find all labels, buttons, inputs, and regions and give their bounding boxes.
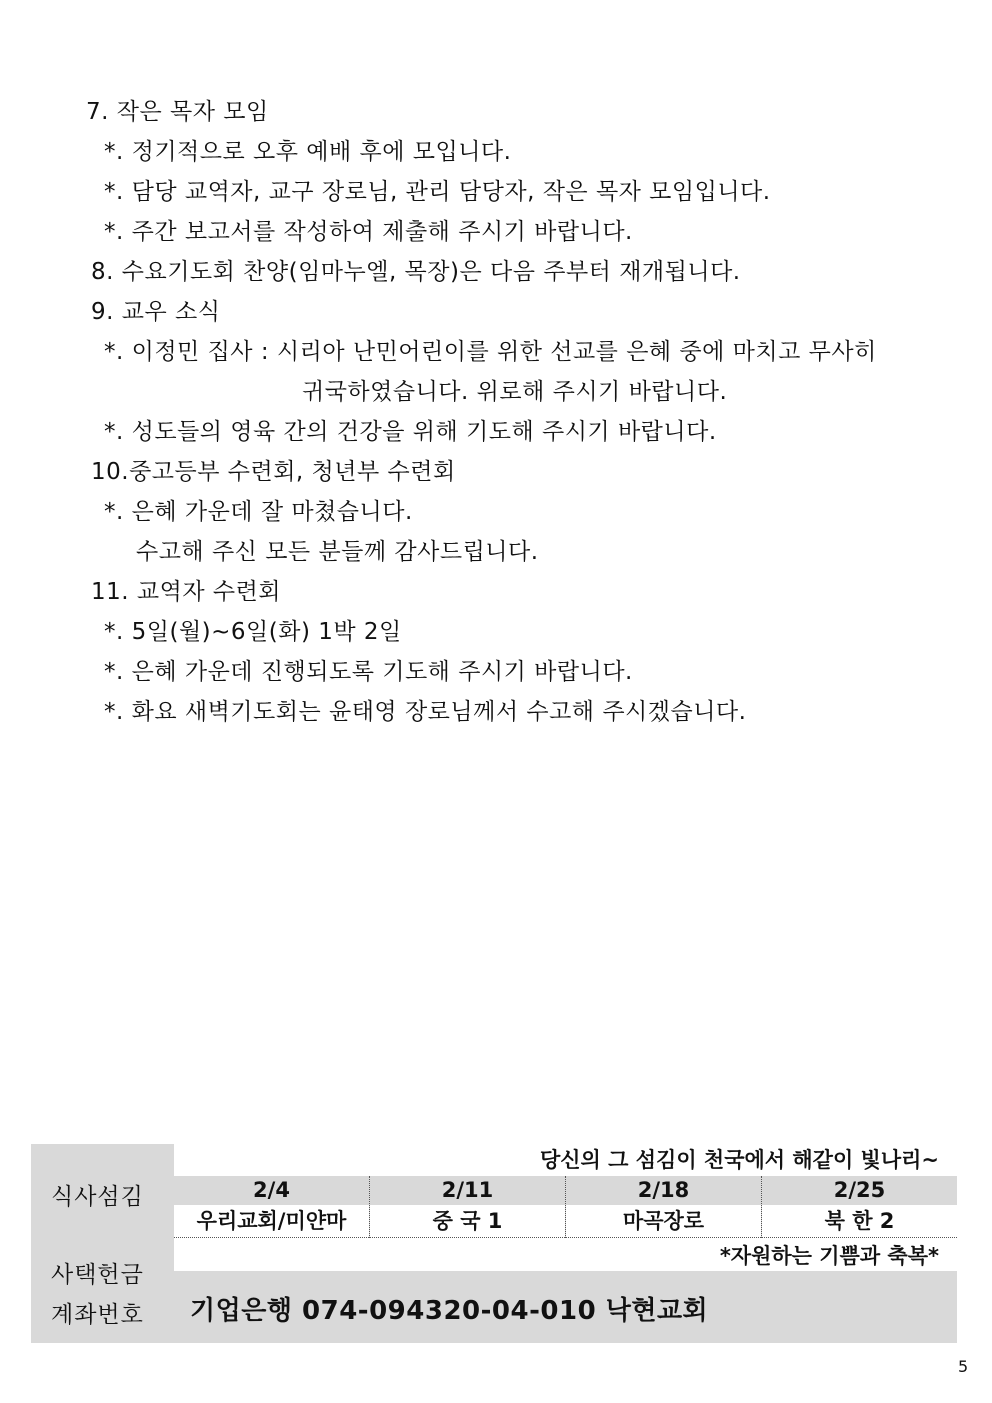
announcement-item-continued: 귀국하였습니다. 위로해 주시기 바랍니다.	[302, 379, 728, 405]
offering-note: *자원하는 기쁨과 축복*	[174, 1238, 957, 1271]
page-number: 5	[958, 1357, 969, 1376]
schedule-date: 2/11	[370, 1176, 565, 1205]
schedule-place: 마곡장로	[566, 1205, 761, 1238]
announcement-heading-10: 10.중고등부 수련회, 청년부 수련회	[91, 459, 456, 485]
announcement-item: *. 정기적으로 오후 예배 후에 모입니다.	[104, 139, 512, 165]
announcement-item: *. 이정민 집사 : 시리아 난민어린이를 위한 선교를 은혜 중에 마치고 무사히	[104, 339, 877, 365]
announcement-heading-7: 7. 작은 목자 모임	[86, 99, 269, 125]
column-divider	[761, 1176, 762, 1238]
column-divider	[369, 1176, 370, 1238]
schedule-place: 중 국 1	[370, 1205, 565, 1238]
announcement-item: *. 담당 교역자, 교구 장로님, 관리 담당자, 작은 목자 모임입니다.	[104, 179, 771, 205]
offering-label: 사택헌금	[51, 1262, 144, 1288]
schedule-date: 2/25	[762, 1176, 957, 1205]
schedule-place: 우리교회/미얀마	[174, 1205, 369, 1238]
meal-schedule-table	[174, 1176, 957, 1238]
announcement-item: *. 화요 새벽기도회는 윤태영 장로님께서 수고해 주시겠습니다.	[104, 699, 747, 725]
announcement-item-continued: 수고해 주신 모든 분들께 감사드립니다.	[136, 539, 539, 565]
account-label: 계좌번호	[51, 1302, 144, 1328]
announcement-item: *. 성도들의 영육 간의 건강을 위해 기도해 주시기 바랍니다.	[104, 419, 717, 445]
schedule-place: 북 한 2	[762, 1205, 957, 1238]
announcement-heading-11: 11. 교역자 수련회	[91, 579, 282, 605]
announcement-item: *. 주간 보고서를 작성하여 제출해 주시기 바랍니다.	[104, 219, 633, 245]
announcement-heading-8: 8. 수요기도회 찬양(임마누엘, 목장)은 다음 주부터 재개됩니다.	[91, 259, 741, 285]
announcement-item: *. 은혜 가운데 잘 마쳤습니다.	[104, 499, 413, 525]
schedule-date: 2/4	[174, 1176, 369, 1205]
announcement-item: *. 은혜 가운데 진행되도록 기도해 주시기 바랍니다.	[104, 659, 633, 685]
announcement-heading-9: 9. 교우 소식	[91, 299, 221, 325]
schedule-date: 2/18	[566, 1176, 761, 1205]
column-divider	[565, 1176, 566, 1238]
meal-service-label: 식사섬김	[51, 1184, 144, 1210]
bank-account-number: 기업은행 074-094320-04-010 낙현교회	[190, 1296, 709, 1326]
announcement-item: *. 5일(월)~6일(화) 1박 2일	[104, 619, 402, 645]
service-motto: 당신의 그 섬김이 천국에서 해같이 빛나리~	[174, 1144, 957, 1176]
